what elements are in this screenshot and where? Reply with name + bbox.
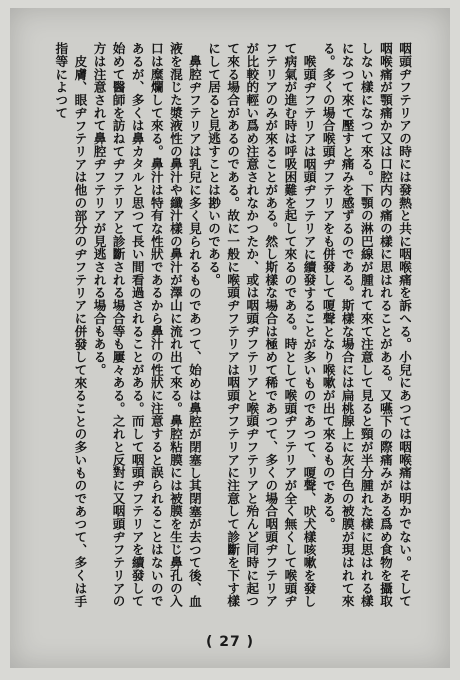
paragraph-laryngeal-diphtheria: 喉頭ヂフテリアは咽頭ヂフテリアに續發することが多いものであつて、嗄聲、吠犬樣咳嗽を發して病氣が進む時は呼吸困難を起して來るのである。時として喉頭ヂフテリアが全く無くして喉頭ヂフテリアのみが來ることがある。然し斯樣な場合は極めて稀であつて、多くの場合咽頭ヂフテリアが比較的輕い爲め注意されなかつたか、或は咽頭ヂフテリアと喉頭ヂフテリアと殆んど同時に起つて來る場合があるのである。故に一般に喉頭ヂフテリアは咽頭ヂフテリアに注意して診斷を下す樣にして居ると見逃すことは尠いのである。 bbox=[206, 42, 317, 608]
page-paper bbox=[10, 8, 450, 668]
vertical-body-text bbox=[51, 42, 414, 616]
paragraph-skin-eye-diphtheria: 皮膚、眼ヂフテリアは他の部分のヂフテリアに併發して來ることの多いものであつて、多くは手指等によつて bbox=[53, 42, 88, 608]
paragraph-nasal-diphtheria: 鼻腔ヂフテリアは乳兒に多く見られるものであつて、始めは鼻腔が閉塞し其閉塞が去つて後、血液を混じた漿液性の鼻汁や纖汁樣の鼻汁が澤山に流れ出て來る。鼻腔粘膜には被膜を生じ鼻孔の入口は糜爛して來る。鼻汁は特有な性狀であるから鼻汁の性狀に注意すると誤られることはないのであるが、多くは鼻カタルと思つて長い間看過されることがある。而して咽頭ヂフテリアを續發して始めて醫師を訪ねてヂフテリアと診斷される場合等も屢々ある。之れと反對に又咽頭ヂフテリアの方は注意されて鼻腔ヂフテリアが見逃される場合もある。 bbox=[91, 42, 202, 608]
paragraph-pharyngeal-diphtheria: 咽頭ヂフテリアの時には發熱と共に咽喉痛を訴へる。小兒にあつては咽喉痛は明かでない。そして咽喉痛が顎痛か又は口腔内の痛の樣に思はれることがある。又嚥下の際痛みがある爲め食物を攝取しない樣になつて來る。下顎の淋巴線が腫れて來て注意して見ると頸が半分腫れた樣に思はれる樣になつて來て壓すと痛みを感ずるのである。斯樣な場合には扁桃腺上に灰白色の被膜が現はれて來る。多くの場合喉頭ヂフテリアをも併發して嗄聲となり喉嗽が出て來るものである。 bbox=[320, 42, 412, 608]
page-number: ( 27 ) bbox=[205, 634, 255, 650]
